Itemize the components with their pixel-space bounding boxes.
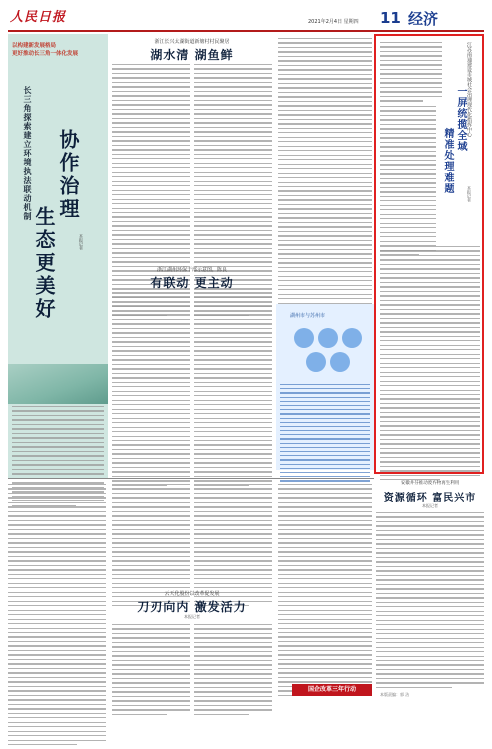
feature-author: 本报记者 (79, 234, 84, 250)
infographic-text (280, 384, 370, 485)
reform-badge: 国企改革三年行动 (292, 684, 372, 696)
article-reform-col2 (194, 624, 272, 718)
bottom-right-column (278, 484, 372, 699)
article-recycling-body (376, 512, 484, 691)
article-reform-title: 刀刃向内 激发活力 (137, 600, 247, 614)
masthead (8, 4, 484, 32)
article-reform-author: 本报记者 (184, 614, 200, 619)
article-reform-col1 (112, 624, 190, 718)
infographic-title: 湖州市与苏州市 (290, 313, 326, 319)
infographic-box (276, 304, 374, 470)
article-recycling-author: 本报记者 (422, 503, 438, 508)
newspaper-logo: 人民日报 (10, 10, 67, 25)
article-linkage-title: 有联动 更主动 (150, 276, 234, 290)
info-circle (306, 352, 326, 372)
article-lake-subtitle: 浙江长兴太湖街道新塘村村民聚居 (154, 39, 230, 45)
info-circle (342, 328, 362, 348)
featured-article-side-text (380, 106, 436, 258)
article-recycling-subtitle: 安徽井芬推动废弃物再生利用 (400, 481, 460, 486)
feature-kicker-line1: 以构建新发展格局 (12, 43, 57, 49)
feature-headline-part1: 协作治理 (56, 129, 80, 221)
article-linkage-col1 (112, 292, 190, 489)
article-lake-col3 (278, 38, 372, 321)
info-circle (330, 352, 350, 372)
feature-vertical-heading: 长三角探索建立环境执法联动机制 (23, 86, 32, 221)
page-footer: 本版责编：郭 洁 (380, 692, 410, 697)
featured-article-author: 本报记者 (467, 186, 472, 202)
dateline: 2021年2月4日 星期四 (308, 19, 359, 25)
feature-photo (8, 364, 108, 404)
feature-kicker (12, 42, 78, 58)
feature-headline-part2: 生态更美好 (32, 206, 56, 321)
section-name: 经济 (408, 10, 439, 28)
article-recycling-title: 资源循环 富民兴市 (383, 493, 477, 504)
bottom-left-column (8, 484, 106, 749)
page-number: 11 (380, 9, 401, 27)
article-linkage-subtitle: 浙江湖州环保干部示意图，陈良 (156, 267, 227, 273)
section-divider (8, 478, 374, 479)
feature-kicker-line2: 更好推动长三角一体化发展 (12, 51, 79, 57)
feature-article[interactable] (8, 34, 108, 478)
featured-article-kicker: 江苏南通建设市域社会治理现代化指挥中心 (466, 42, 472, 137)
featured-article-title-line2: 精准处理难题 (442, 128, 453, 194)
featured-article-title-line1: 一屏统揽全域 (455, 86, 466, 152)
article-lake-title: 湖水清 湖鱼鲜 (150, 48, 234, 62)
featured-article-highlight[interactable] (374, 34, 484, 474)
article-reform-subtitle: 云天化股份以改革促发展 (164, 591, 220, 597)
newspaper-page (8, 4, 484, 702)
featured-article-lead (380, 42, 442, 105)
info-circle (294, 328, 314, 348)
info-circle (318, 328, 338, 348)
article-linkage-col2 (194, 292, 272, 489)
featured-article-body (380, 246, 480, 484)
